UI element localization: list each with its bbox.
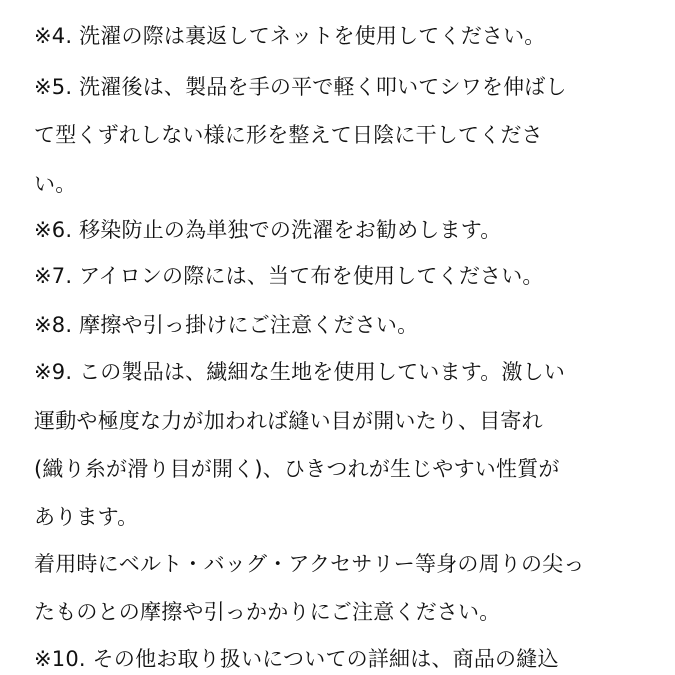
text-line-7: ※8. 摩擦や引っ掛けにご注意ください。	[34, 313, 419, 337]
text-line-10: (織り糸が滑り目が開く)、ひきつれが生じやすい性質が	[34, 457, 560, 481]
text-line-14: ※10. その他お取り扱いについての詳細は、商品の縫込	[34, 647, 559, 671]
text-line-1: ※4. 洗濯の際は裏返してネットを使用してください。	[34, 24, 546, 48]
text-line-2: ※5. 洗濯後は、製品を手の平で軽く叩いてシワを伸ばし	[34, 75, 567, 99]
text-line-9: 運動や極度な力が加われば縫い目が開いたり、目寄れ	[34, 409, 543, 433]
text-line-6: ※7. アイロンの際には、当て布を使用してください。	[34, 264, 544, 288]
text-line-12: 着用時にベルト・バッグ・アクセサリー等身の周りの尖っ	[34, 552, 585, 576]
text-line-5: ※6. 移染防止の為単独での洗濯をお勧めします。	[34, 218, 502, 242]
text-line-13: たものとの摩擦や引っかかりにご注意ください。	[34, 600, 501, 624]
text-line-3: て型くずれしない様に形を整えて日陰に干してくださ	[34, 123, 543, 147]
text-line-4: い。	[34, 172, 77, 196]
text-line-11: あります。	[34, 505, 139, 529]
text-line-8: ※9. この製品は、繊細な生地を使用しています。激しい	[34, 360, 566, 384]
